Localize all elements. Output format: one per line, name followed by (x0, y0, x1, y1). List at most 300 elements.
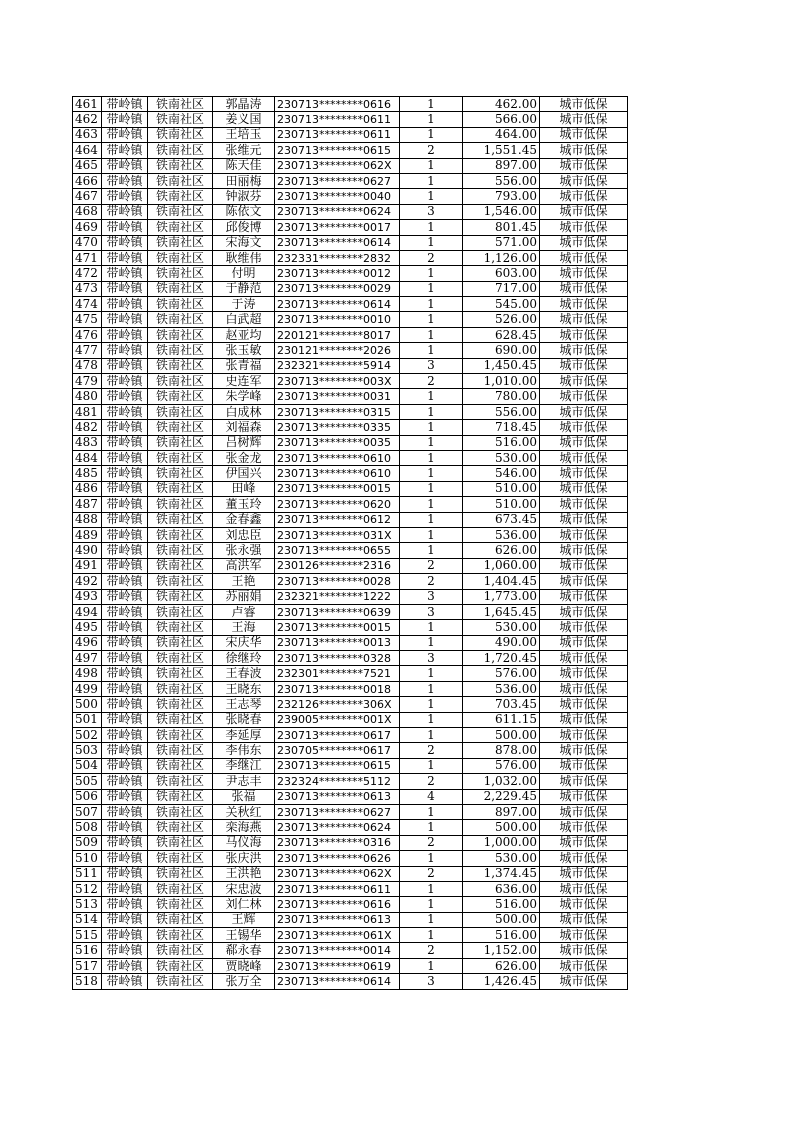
town-cell: 带岭镇 (102, 881, 148, 896)
town-cell: 带岭镇 (102, 420, 148, 435)
amount-cell: 571.00 (463, 235, 540, 250)
benefit-type-cell: 城市低保 (540, 758, 628, 773)
community-cell: 铁南社区 (148, 543, 213, 558)
household-count-cell: 1 (400, 158, 463, 173)
name-cell: 张万全 (213, 974, 275, 989)
household-count-cell: 1 (400, 97, 463, 112)
household-count-cell: 1 (400, 343, 463, 358)
id-number-cell: 230713********0611 (275, 112, 400, 127)
town-cell: 带岭镇 (102, 374, 148, 389)
row-number: 484 (73, 450, 102, 465)
town-cell: 带岭镇 (102, 389, 148, 404)
name-cell: 张晓春 (213, 712, 275, 727)
household-count-cell: 1 (400, 389, 463, 404)
name-cell: 王春波 (213, 666, 275, 681)
benefit-type-cell: 城市低保 (540, 897, 628, 912)
id-number-cell: 230713********031X (275, 527, 400, 542)
town-cell: 带岭镇 (102, 651, 148, 666)
amount-cell: 626.00 (463, 543, 540, 558)
town-cell: 带岭镇 (102, 527, 148, 542)
name-cell: 栾海燕 (213, 820, 275, 835)
town-cell: 带岭镇 (102, 666, 148, 681)
benefit-type-cell: 城市低保 (540, 266, 628, 281)
town-cell: 带岭镇 (102, 358, 148, 373)
amount-cell: 530.00 (463, 620, 540, 635)
id-number-cell: 230713********0617 (275, 728, 400, 743)
table-row (73, 712, 628, 727)
name-cell: 苏丽娟 (213, 589, 275, 604)
household-count-cell: 1 (400, 912, 463, 927)
row-number: 470 (73, 235, 102, 250)
town-cell: 带岭镇 (102, 481, 148, 496)
amount-cell: 611.15 (463, 712, 540, 727)
household-count-cell: 1 (400, 235, 463, 250)
table-row (73, 450, 628, 465)
id-number-cell: 230713********0613 (275, 912, 400, 927)
community-cell: 铁南社区 (148, 943, 213, 958)
amount-cell: 1,374.45 (463, 866, 540, 881)
community-cell: 铁南社区 (148, 897, 213, 912)
id-number-cell: 230713********0315 (275, 404, 400, 419)
town-cell: 带岭镇 (102, 173, 148, 188)
benefit-type-cell: 城市低保 (540, 343, 628, 358)
benefit-type-cell: 城市低保 (540, 173, 628, 188)
table-row (73, 620, 628, 635)
table-row (73, 374, 628, 389)
amount-cell: 500.00 (463, 728, 540, 743)
community-cell: 铁南社区 (148, 204, 213, 219)
row-number: 492 (73, 574, 102, 589)
benefit-type-cell: 城市低保 (540, 789, 628, 804)
id-number-cell: 239005********001X (275, 712, 400, 727)
town-cell: 带岭镇 (102, 589, 148, 604)
table-row (73, 681, 628, 696)
id-number-cell: 230713********0029 (275, 281, 400, 296)
table-row (73, 97, 628, 112)
row-number: 511 (73, 866, 102, 881)
table-row (73, 589, 628, 604)
row-number: 473 (73, 281, 102, 296)
name-cell: 钟淑芬 (213, 189, 275, 204)
household-count-cell: 2 (400, 866, 463, 881)
household-count-cell: 1 (400, 481, 463, 496)
benefit-type-cell: 城市低保 (540, 281, 628, 296)
town-cell: 带岭镇 (102, 712, 148, 727)
amount-cell: 1,426.45 (463, 974, 540, 989)
name-cell: 董玉玲 (213, 497, 275, 512)
town-cell: 带岭镇 (102, 574, 148, 589)
id-number-cell: 230713********0610 (275, 466, 400, 481)
name-cell: 王锡华 (213, 928, 275, 943)
table-row (73, 158, 628, 173)
household-count-cell: 1 (400, 681, 463, 696)
amount-cell: 1,720.45 (463, 651, 540, 666)
table-row (73, 404, 628, 419)
household-count-cell: 3 (400, 651, 463, 666)
name-cell: 于涛 (213, 297, 275, 312)
row-number: 482 (73, 420, 102, 435)
id-number-cell: 230713********0626 (275, 851, 400, 866)
amount-cell: 1,773.00 (463, 589, 540, 604)
table-row (73, 266, 628, 281)
table-row (73, 173, 628, 188)
benefit-type-cell: 城市低保 (540, 143, 628, 158)
amount-cell: 516.00 (463, 897, 540, 912)
name-cell: 刘福森 (213, 420, 275, 435)
community-cell: 铁南社区 (148, 789, 213, 804)
benefit-type-cell: 城市低保 (540, 851, 628, 866)
table-row (73, 250, 628, 265)
benefit-type-cell: 城市低保 (540, 928, 628, 943)
benefit-type-cell: 城市低保 (540, 420, 628, 435)
household-count-cell: 4 (400, 789, 463, 804)
amount-cell: 500.00 (463, 820, 540, 835)
household-count-cell: 2 (400, 943, 463, 958)
row-number: 485 (73, 466, 102, 481)
row-number: 464 (73, 143, 102, 158)
amount-cell: 703.45 (463, 697, 540, 712)
town-cell: 带岭镇 (102, 312, 148, 327)
community-cell: 铁南社区 (148, 512, 213, 527)
id-number-cell: 230713********0614 (275, 974, 400, 989)
benefit-type-cell: 城市低保 (540, 666, 628, 681)
id-number-cell: 230713********0613 (275, 789, 400, 804)
row-number: 501 (73, 712, 102, 727)
benefit-type-cell: 城市低保 (540, 820, 628, 835)
benefit-type-cell: 城市低保 (540, 712, 628, 727)
amount-cell: 1,404.45 (463, 574, 540, 589)
name-cell: 田峰 (213, 481, 275, 496)
community-cell: 铁南社区 (148, 374, 213, 389)
benefit-table (72, 96, 628, 990)
community-cell: 铁南社区 (148, 327, 213, 342)
amount-cell: 556.00 (463, 173, 540, 188)
table-row (73, 974, 628, 989)
id-number-cell: 230713********0018 (275, 681, 400, 696)
id-number-cell: 230713********0615 (275, 758, 400, 773)
id-number-cell: 230713********0639 (275, 604, 400, 619)
benefit-type-cell: 城市低保 (540, 697, 628, 712)
table-row (73, 758, 628, 773)
table-row (73, 127, 628, 142)
name-cell: 邱俊博 (213, 220, 275, 235)
community-cell: 铁南社区 (148, 189, 213, 204)
household-count-cell: 3 (400, 204, 463, 219)
town-cell: 带岭镇 (102, 758, 148, 773)
benefit-type-cell: 城市低保 (540, 404, 628, 419)
community-cell: 铁南社区 (148, 158, 213, 173)
benefit-type-cell: 城市低保 (540, 220, 628, 235)
town-cell: 带岭镇 (102, 543, 148, 558)
household-count-cell: 1 (400, 897, 463, 912)
amount-cell: 628.45 (463, 327, 540, 342)
amount-cell: 516.00 (463, 435, 540, 450)
row-number: 480 (73, 389, 102, 404)
town-cell: 带岭镇 (102, 728, 148, 743)
name-cell: 郗永春 (213, 943, 275, 958)
id-number-cell: 230713********062X (275, 158, 400, 173)
community-cell: 铁南社区 (148, 127, 213, 142)
town-cell: 带岭镇 (102, 558, 148, 573)
community-cell: 铁南社区 (148, 743, 213, 758)
table-row (73, 928, 628, 943)
benefit-type-cell: 城市低保 (540, 297, 628, 312)
benefit-type-cell: 城市低保 (540, 943, 628, 958)
name-cell: 贾晓峰 (213, 958, 275, 973)
id-number-cell: 220121********8017 (275, 327, 400, 342)
row-number: 516 (73, 943, 102, 958)
town-cell: 带岭镇 (102, 743, 148, 758)
community-cell: 铁南社区 (148, 835, 213, 850)
row-number: 509 (73, 835, 102, 850)
household-count-cell: 2 (400, 743, 463, 758)
amount-cell: 576.00 (463, 666, 540, 681)
town-cell: 带岭镇 (102, 681, 148, 696)
amount-cell: 516.00 (463, 928, 540, 943)
household-count-cell: 1 (400, 758, 463, 773)
table-row (73, 512, 628, 527)
town-cell: 带岭镇 (102, 866, 148, 881)
name-cell: 王培玉 (213, 127, 275, 142)
benefit-type-cell: 城市低保 (540, 250, 628, 265)
benefit-type-cell: 城市低保 (540, 158, 628, 173)
household-count-cell: 3 (400, 604, 463, 619)
table-row (73, 420, 628, 435)
community-cell: 铁南社区 (148, 697, 213, 712)
amount-cell: 673.45 (463, 512, 540, 527)
benefit-type-cell: 城市低保 (540, 204, 628, 219)
id-number-cell: 230713********0035 (275, 435, 400, 450)
amount-cell: 536.00 (463, 681, 540, 696)
community-cell: 铁南社区 (148, 974, 213, 989)
amount-cell: 556.00 (463, 404, 540, 419)
table-row (73, 789, 628, 804)
town-cell: 带岭镇 (102, 774, 148, 789)
name-cell: 刘忠臣 (213, 527, 275, 542)
amount-cell: 1,546.00 (463, 204, 540, 219)
town-cell: 带岭镇 (102, 958, 148, 973)
id-number-cell: 230713********0031 (275, 389, 400, 404)
name-cell: 伊国兴 (213, 466, 275, 481)
amount-cell: 1,450.45 (463, 358, 540, 373)
town-cell: 带岭镇 (102, 512, 148, 527)
benefit-type-cell: 城市低保 (540, 327, 628, 342)
household-count-cell: 1 (400, 728, 463, 743)
table-row (73, 235, 628, 250)
town-cell: 带岭镇 (102, 220, 148, 235)
community-cell: 铁南社区 (148, 558, 213, 573)
household-count-cell: 1 (400, 543, 463, 558)
row-number: 518 (73, 974, 102, 989)
row-number: 469 (73, 220, 102, 235)
household-count-cell: 1 (400, 497, 463, 512)
row-number: 478 (73, 358, 102, 373)
table-row (73, 389, 628, 404)
household-count-cell: 1 (400, 881, 463, 896)
id-number-cell: 230713********0612 (275, 512, 400, 527)
name-cell: 姜义国 (213, 112, 275, 127)
town-cell: 带岭镇 (102, 204, 148, 219)
name-cell: 吕树辉 (213, 435, 275, 450)
name-cell: 付明 (213, 266, 275, 281)
row-number: 472 (73, 266, 102, 281)
household-count-cell: 1 (400, 281, 463, 296)
amount-cell: 500.00 (463, 912, 540, 927)
row-number: 466 (73, 173, 102, 188)
benefit-type-cell: 城市低保 (540, 558, 628, 573)
table-row (73, 651, 628, 666)
amount-cell: 510.00 (463, 481, 540, 496)
amount-cell: 780.00 (463, 389, 540, 404)
row-number: 481 (73, 404, 102, 419)
row-number: 463 (73, 127, 102, 142)
household-count-cell: 3 (400, 589, 463, 604)
row-number: 462 (73, 112, 102, 127)
community-cell: 铁南社区 (148, 281, 213, 296)
benefit-type-cell: 城市低保 (540, 374, 628, 389)
name-cell: 王晓东 (213, 681, 275, 696)
name-cell: 陈天佳 (213, 158, 275, 173)
community-cell: 铁南社区 (148, 604, 213, 619)
table-row (73, 558, 628, 573)
household-count-cell: 1 (400, 635, 463, 650)
community-cell: 铁南社区 (148, 497, 213, 512)
amount-cell: 1,152.00 (463, 943, 540, 958)
community-cell: 铁南社区 (148, 881, 213, 896)
name-cell: 徐继玲 (213, 651, 275, 666)
row-number: 512 (73, 881, 102, 896)
table-row (73, 189, 628, 204)
row-number: 487 (73, 497, 102, 512)
benefit-type-cell: 城市低保 (540, 450, 628, 465)
town-cell: 带岭镇 (102, 235, 148, 250)
table-row (73, 697, 628, 712)
row-number: 491 (73, 558, 102, 573)
town-cell: 带岭镇 (102, 297, 148, 312)
name-cell: 李继江 (213, 758, 275, 773)
table-row (73, 527, 628, 542)
benefit-type-cell: 城市低保 (540, 835, 628, 850)
row-number: 474 (73, 297, 102, 312)
benefit-type-cell: 城市低保 (540, 235, 628, 250)
id-number-cell: 230713********0614 (275, 297, 400, 312)
amount-cell: 897.00 (463, 804, 540, 819)
benefit-type-cell: 城市低保 (540, 774, 628, 789)
id-number-cell: 232321********5914 (275, 358, 400, 373)
amount-cell: 626.00 (463, 958, 540, 973)
household-count-cell: 1 (400, 450, 463, 465)
household-count-cell: 1 (400, 327, 463, 342)
amount-cell: 1,551.45 (463, 143, 540, 158)
id-number-cell: 230713********0017 (275, 220, 400, 235)
community-cell: 铁南社区 (148, 928, 213, 943)
community-cell: 铁南社区 (148, 958, 213, 973)
town-cell: 带岭镇 (102, 97, 148, 112)
community-cell: 铁南社区 (148, 358, 213, 373)
name-cell: 郭晶涛 (213, 97, 275, 112)
row-number: 488 (73, 512, 102, 527)
name-cell: 白武超 (213, 312, 275, 327)
community-cell: 铁南社区 (148, 666, 213, 681)
table-row (73, 481, 628, 496)
community-cell: 铁南社区 (148, 435, 213, 450)
name-cell: 王辉 (213, 912, 275, 927)
household-count-cell: 1 (400, 420, 463, 435)
amount-cell: 717.00 (463, 281, 540, 296)
household-count-cell: 1 (400, 666, 463, 681)
id-number-cell: 230713********0335 (275, 420, 400, 435)
id-number-cell: 230713********0040 (275, 189, 400, 204)
household-count-cell: 1 (400, 512, 463, 527)
household-count-cell: 1 (400, 820, 463, 835)
id-number-cell: 232126********306X (275, 697, 400, 712)
row-number: 500 (73, 697, 102, 712)
community-cell: 铁南社区 (148, 297, 213, 312)
town-cell: 带岭镇 (102, 789, 148, 804)
town-cell: 带岭镇 (102, 189, 148, 204)
table-row (73, 327, 628, 342)
id-number-cell: 230121********2026 (275, 343, 400, 358)
row-number: 467 (73, 189, 102, 204)
benefit-type-cell: 城市低保 (540, 974, 628, 989)
town-cell: 带岭镇 (102, 604, 148, 619)
id-number-cell: 232301********7521 (275, 666, 400, 681)
community-cell: 铁南社区 (148, 466, 213, 481)
town-cell: 带岭镇 (102, 127, 148, 142)
benefit-type-cell: 城市低保 (540, 574, 628, 589)
amount-cell: 536.00 (463, 527, 540, 542)
table-row (73, 604, 628, 619)
amount-cell: 464.00 (463, 127, 540, 142)
table-row (73, 866, 628, 881)
row-number: 496 (73, 635, 102, 650)
household-count-cell: 1 (400, 958, 463, 973)
table-row (73, 835, 628, 850)
household-count-cell: 1 (400, 851, 463, 866)
row-number: 507 (73, 804, 102, 819)
name-cell: 张永强 (213, 543, 275, 558)
row-number: 515 (73, 928, 102, 943)
community-cell: 铁南社区 (148, 343, 213, 358)
town-cell: 带岭镇 (102, 450, 148, 465)
benefit-type-cell: 城市低保 (540, 435, 628, 450)
amount-cell: 1,010.00 (463, 374, 540, 389)
id-number-cell: 230713********0328 (275, 651, 400, 666)
table-row (73, 574, 628, 589)
table-row (73, 774, 628, 789)
community-cell: 铁南社区 (148, 112, 213, 127)
id-number-cell: 230713********0611 (275, 127, 400, 142)
table-row (73, 728, 628, 743)
household-count-cell: 1 (400, 173, 463, 188)
name-cell: 张金龙 (213, 450, 275, 465)
household-count-cell: 1 (400, 312, 463, 327)
row-number: 475 (73, 312, 102, 327)
name-cell: 尹志丰 (213, 774, 275, 789)
community-cell: 铁南社区 (148, 420, 213, 435)
benefit-type-cell: 城市低保 (540, 589, 628, 604)
household-count-cell: 2 (400, 558, 463, 573)
id-number-cell: 230713********0010 (275, 312, 400, 327)
town-cell: 带岭镇 (102, 343, 148, 358)
benefit-type-cell: 城市低保 (540, 112, 628, 127)
community-cell: 铁南社区 (148, 450, 213, 465)
id-number-cell: 230713********0013 (275, 635, 400, 650)
row-number: 486 (73, 481, 102, 496)
town-cell: 带岭镇 (102, 635, 148, 650)
household-count-cell: 1 (400, 112, 463, 127)
community-cell: 铁南社区 (148, 774, 213, 789)
